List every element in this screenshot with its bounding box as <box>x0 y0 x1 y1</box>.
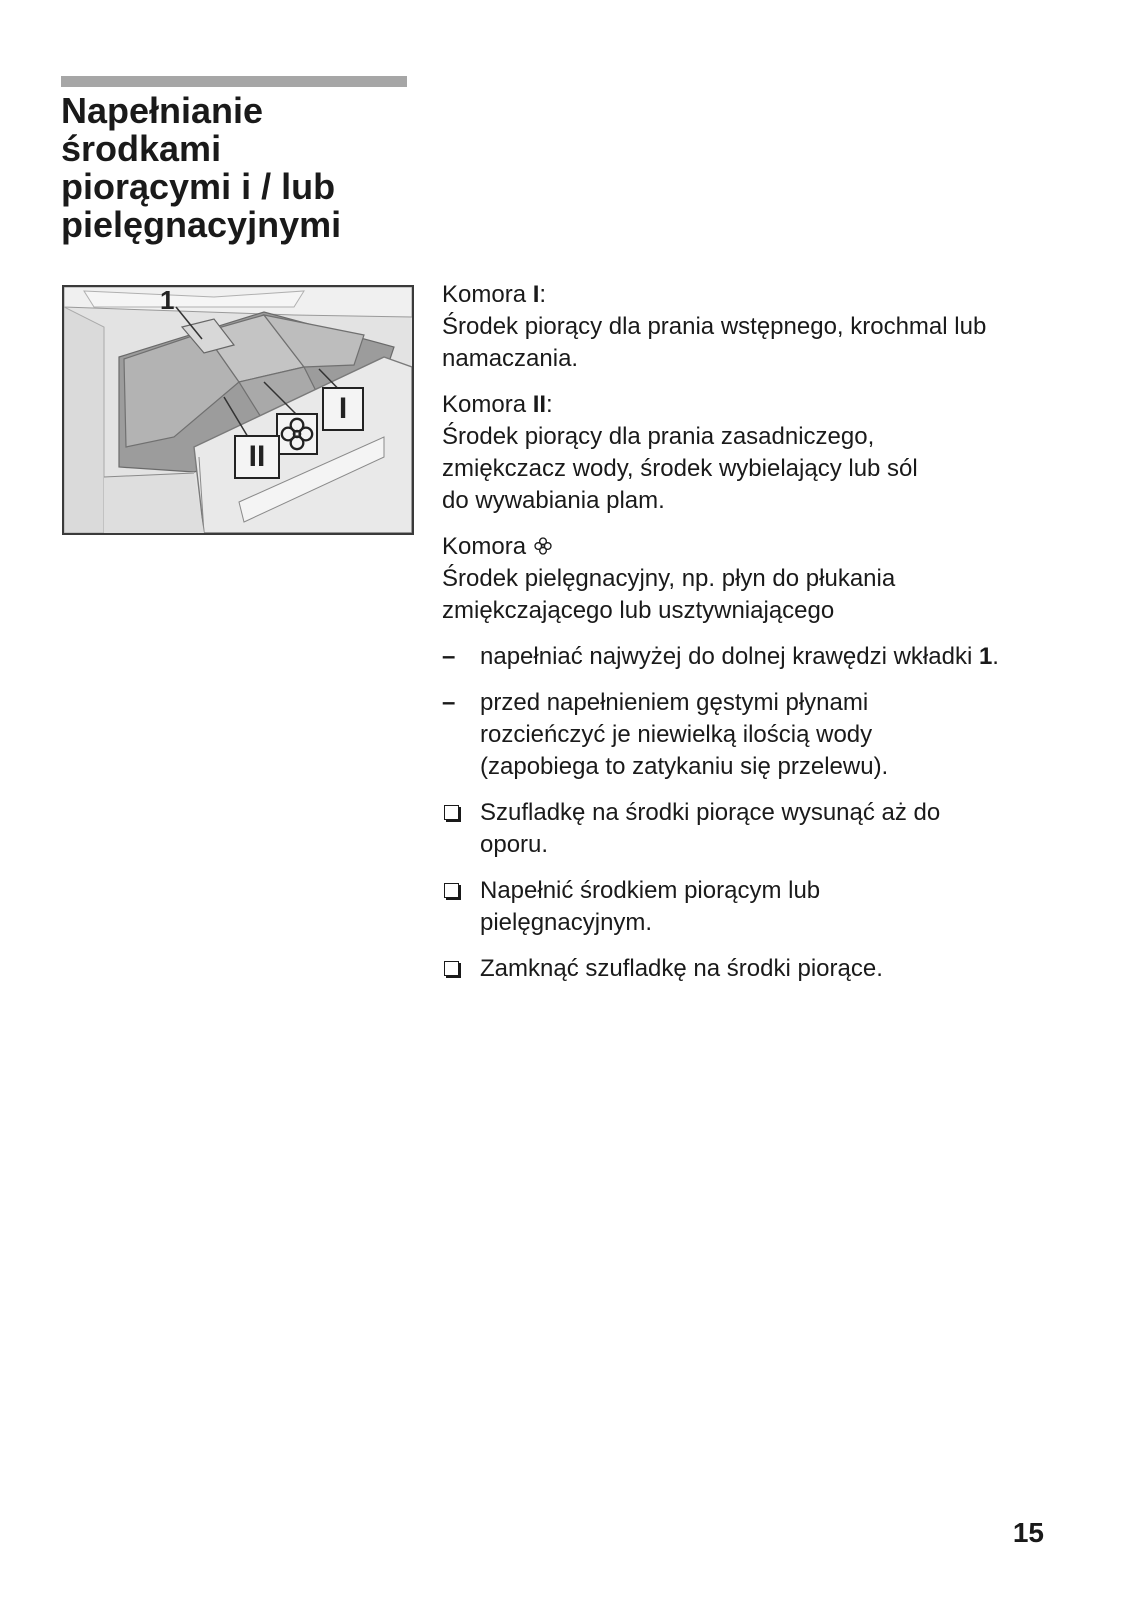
chamber-one-heading <box>442 279 1092 311</box>
chamber-one-label <box>322 387 364 431</box>
step-item <box>442 953 1092 985</box>
section-top-rule <box>61 76 407 87</box>
title-line: pielęgnacyjnymi <box>61 204 342 245</box>
checkbox-icon <box>444 805 459 820</box>
title-line: piorącymi i / lub <box>61 166 336 207</box>
page-title <box>61 92 421 244</box>
chamber-symbol: II <box>532 391 547 418</box>
step-line: Zamknąć szufladkę na środki piorące. <box>480 955 883 982</box>
step-item <box>442 797 1092 861</box>
dash-marker: – <box>442 643 456 670</box>
checkbox-icon <box>444 883 459 898</box>
dash-item-line: (zapobiega to zatykaniu się przelewu). <box>480 753 889 780</box>
dash-item-line: przed napełnieniem gęstymi płynami <box>480 689 869 716</box>
flower-icon <box>533 536 553 556</box>
chamber-symbol: I <box>532 281 540 308</box>
chamber-two-label-text: II <box>248 440 266 473</box>
flower-softener-icon <box>278 415 316 453</box>
title-line: środkami <box>61 128 222 169</box>
dash-item-text: napełniać najwyżej do dolnej krawędzi wkładki <box>480 643 979 670</box>
page-number: 15 <box>1012 1517 1044 1548</box>
softener-label <box>276 413 318 455</box>
insert-label: 1 <box>160 285 175 315</box>
detergent-drawer-illustration <box>62 285 414 535</box>
dash-item <box>442 641 1092 673</box>
chamber-one-label-text: I <box>338 392 348 425</box>
dash-item <box>442 687 1092 783</box>
checkbox-icon <box>444 961 459 976</box>
chamber-heading-label: Komora <box>442 391 533 418</box>
step-item <box>442 875 1092 939</box>
instructions-content <box>442 279 1092 999</box>
dash-item-line <box>480 643 999 670</box>
step-line: Szufladkę na środki piorące wysunąć aż do <box>480 799 941 826</box>
step-line: pielęgnacyjnym. <box>480 909 653 936</box>
chamber-two-desc-line: Środek piorący dla prania zasadniczego, <box>442 423 875 450</box>
chamber-softener-block <box>442 531 1092 627</box>
chamber-softener-desc-line: zmiękczającego lub usztywniającego <box>442 597 835 624</box>
chamber-softener-desc-line: Środek pielęgnacyjny, np. płyn do płukania <box>442 565 896 592</box>
chamber-two-label <box>234 435 280 479</box>
chamber-heading-suffix: : <box>539 281 547 308</box>
step-line: oporu. <box>480 831 549 858</box>
chamber-two-heading <box>442 389 1092 421</box>
chamber-two-desc-line: zmiękczacz wody, środek wybielający lub sól <box>442 455 918 482</box>
chamber-softener-heading <box>442 531 1092 563</box>
chamber-one-desc-line: namaczania. <box>442 345 579 372</box>
insert-reference: 1 <box>978 643 993 670</box>
chamber-two-desc-line: do wywabiania plam. <box>442 487 665 514</box>
dash-item-suffix: . <box>992 643 999 670</box>
dash-item-line: rozcieńczyć je niewielką ilością wody <box>480 721 873 748</box>
dash-marker: – <box>442 689 456 716</box>
chamber-one-block <box>442 279 1092 375</box>
chamber-heading-label: Komora <box>442 281 533 308</box>
chamber-two-block <box>442 389 1092 517</box>
chamber-heading-suffix: : <box>546 391 553 418</box>
step-line: Napełnić środkiem piorącym lub <box>480 877 821 904</box>
chamber-heading-label: Komora <box>442 533 533 560</box>
chamber-one-desc-line: Środek piorący dla prania wstępnego, krochmal lub <box>442 313 987 340</box>
title-line: Napełnianie <box>61 90 264 131</box>
